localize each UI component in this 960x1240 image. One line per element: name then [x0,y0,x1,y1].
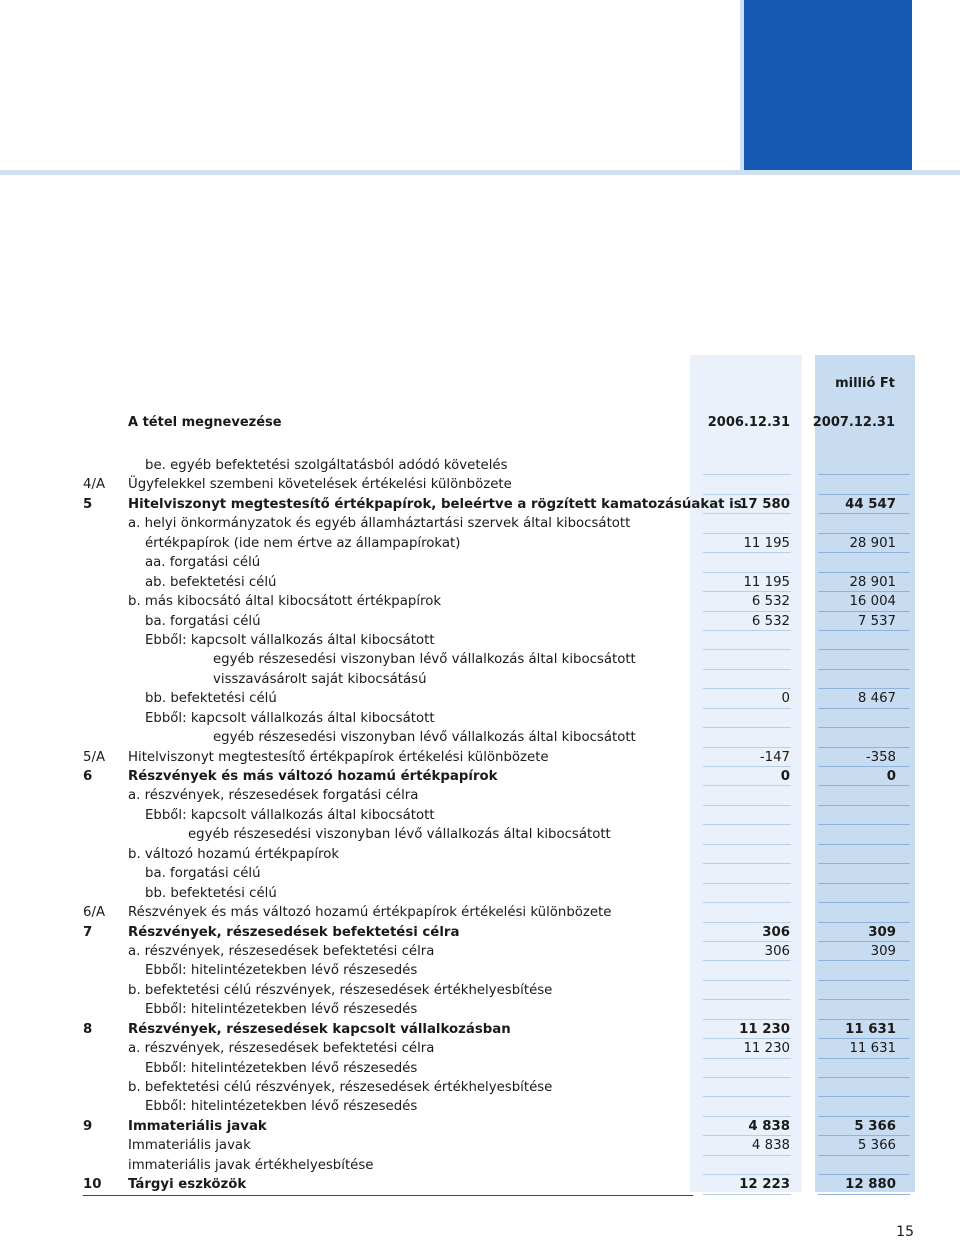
row-label: a. részvények, részesedések forgatási célra [128,788,419,804]
table-row [0,553,960,572]
row-label: bb. befektetési célú [145,885,277,901]
table-row [0,1097,960,1116]
row-label: egyéb részesedési viszonyban lévő vállalkozás által kibocsátott [213,652,636,668]
row-code: 6/A [83,905,106,921]
row-label: bb. befektetési célú [145,691,277,707]
table-row [0,573,960,592]
value-2007: 28 901 [849,535,896,551]
row-label: b. más kibocsátó által kibocsátott értékpapírok [128,594,442,610]
table-row [0,1156,960,1175]
row-label: ba. forgatási célú [145,613,261,629]
table-row [0,961,960,980]
value-2007: 309 [870,943,896,959]
value-2006: 17 580 [739,496,790,512]
row-label: Hitelviszonyt megtestesítő értékpapírok értékelési különbözete [128,749,549,765]
cell-rule-2006 [703,1194,791,1195]
row-code: 6 [83,769,93,784]
value-2007: 28 901 [849,574,896,590]
table-row [0,942,960,961]
row-label: visszavásárolt saját kibocsátású [213,671,427,687]
table-row [0,1059,960,1078]
table-row [0,689,960,708]
value-2007: 12 880 [845,1177,896,1193]
row-code: 5 [83,496,93,512]
value-2006: 12 223 [739,1177,790,1193]
value-2007: -358 [865,749,896,765]
table-row [0,786,960,805]
table-row [0,903,960,922]
value-2007: 5 366 [854,1118,896,1134]
row-label: ab. befektetési célú [145,574,277,590]
header-accent-line [0,170,960,175]
column-header-item: A tétel megnevezése [128,415,282,430]
table-row [0,845,960,864]
value-2006: 6 532 [751,613,790,629]
table-row [0,825,960,844]
row-label: Immateriális javak [128,1118,267,1134]
row-label: Ebből: kapcsolt vállalkozás által kibocsátott [145,807,435,823]
row-label: Részvények és más változó hozamú értékpapírok [128,769,498,784]
value-2006: 0 [780,769,790,784]
row-code: 9 [83,1118,93,1134]
table-row [0,456,960,475]
cell-rule-2007 [818,1194,910,1195]
row-label: egyéb részesedési viszonyban lévő vállalkozás által kibocsátott [213,730,636,746]
row-code: 7 [83,924,93,940]
row-label: Részvények, részesedések kapcsolt vállalkozásban [128,1021,511,1037]
table-row [0,748,960,767]
table-row [0,650,960,669]
row-label: Ebből: hitelintézetekben lévő részesedés [145,963,418,979]
row-label: Ügyfelekkel szembeni követelések értékelési különbözete [128,477,512,493]
row-label: a. helyi önkormányzatok és egyéb államháztartási szervek által kibocsátott [128,516,631,532]
row-label: Ebből: hitelintézetekben lévő részesedés [145,1099,418,1115]
row-label: a. részvények, részesedések befektetési célra [128,1041,435,1057]
row-label: értékpapírok (ide nem értve az állampapírokat) [145,535,461,551]
balance-table [0,456,960,1195]
value-2006: 11 230 [743,1041,790,1057]
value-2006: 306 [764,943,790,959]
value-2006: 4 838 [748,1118,790,1134]
table-bottom-rule [83,1195,693,1196]
value-2006: 4 838 [751,1138,790,1154]
table-row [0,1136,960,1155]
row-label: Ebből: kapcsolt vállalkozás által kibocsátott [145,632,435,648]
table-row [0,1175,960,1194]
table-row [0,670,960,689]
table-row [0,1020,960,1039]
table-row [0,514,960,533]
row-code: 8 [83,1021,93,1037]
table-row [0,981,960,1000]
row-label: b. változó hozamú értékpapírok [128,846,340,862]
row-code: 5/A [83,749,106,765]
value-2006: 11 195 [743,535,790,551]
value-2006: 6 532 [751,594,790,610]
row-label: Ebből: hitelintézetekben lévő részesedés [145,1060,418,1076]
row-label: ba. forgatási célú [145,866,261,882]
page-number: 15 [896,1224,914,1240]
value-2006: -147 [759,749,790,765]
row-code: 4/A [83,477,106,493]
table-row [0,1078,960,1097]
value-2007: 5 366 [857,1138,896,1154]
table-row [0,495,960,514]
table-row [0,728,960,747]
value-2007: 0 [886,769,896,784]
table-row [0,884,960,903]
value-2007: 309 [868,924,896,940]
unit-label: millió Ft [835,376,895,391]
table-row [0,767,960,786]
table-row [0,864,960,883]
table-row [0,709,960,728]
row-label: Ebből: kapcsolt vállalkozás által kibocsátott [145,710,435,726]
row-label: b. befektetési célú részvények, részesedések értékhelyesbítése [128,1080,553,1095]
value-2006: 11 230 [739,1021,790,1037]
value-2006: 306 [762,924,790,940]
table-row [0,806,960,825]
row-label: a. részvények, részesedések befektetési célra [128,943,435,959]
row-label: be. egyéb befektetési szolgáltatásból adódó követelés [145,458,508,473]
row-label: Immateriális javak [128,1138,251,1154]
table-row [0,534,960,553]
row-label: Ebből: hitelintézetekben lévő részesedés [145,1002,418,1018]
header-accent-block [744,0,912,170]
row-label: Tárgyi eszközök [128,1177,247,1193]
value-2007: 11 631 [845,1021,896,1037]
row-label: Részvények és más változó hozamú értékpapírok értékelési különbözete [128,905,612,921]
row-code: 10 [83,1177,102,1193]
value-2007: 16 004 [849,594,896,610]
row-label: b. befektetési célú részvények, részesedések értékhelyesbítése [128,982,553,998]
table-row [0,1039,960,1058]
value-2006: 11 195 [743,574,790,590]
table-row [0,923,960,942]
value-2007: 11 631 [849,1041,896,1057]
row-label: aa. forgatási célú [145,555,261,571]
table-row [0,1117,960,1136]
table-row [0,475,960,494]
column-header-2006: 2006.12.31 [707,415,790,430]
value-2007: 44 547 [845,496,896,512]
column-header-2007: 2007.12.31 [812,415,895,430]
row-label: egyéb részesedési viszonyban lévő vállalkozás által kibocsátott [188,827,611,843]
row-label: Hitelviszonyt megtestesítő értékpapírok, beleértve a rögzített kamatozásúakat is [128,496,742,512]
table-row [0,1000,960,1019]
row-label: immateriális javak értékhelyesbítése [128,1157,374,1173]
value-2007: 8 467 [857,691,896,707]
row-label: Részvények, részesedések befektetési célra [128,924,460,940]
table-row [0,592,960,611]
value-2006: 0 [781,691,790,707]
table-row [0,631,960,650]
table-row [0,612,960,631]
value-2007: 7 537 [857,613,896,629]
